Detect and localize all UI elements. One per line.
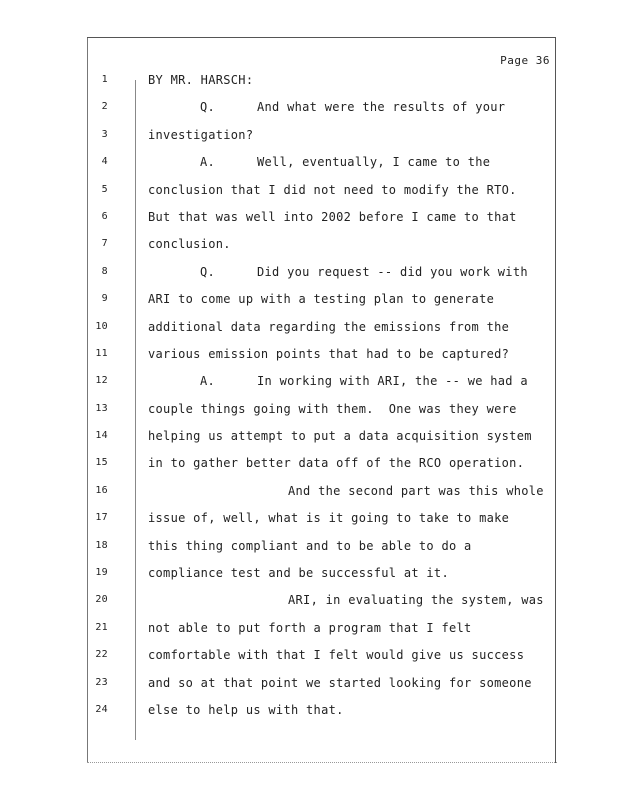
transcript-line bbox=[0, 320, 618, 347]
line-text: Well, eventually, I came to the bbox=[257, 155, 491, 170]
line-number: 9 bbox=[101, 293, 108, 305]
transcript-line bbox=[0, 155, 618, 182]
transcript-line bbox=[0, 703, 618, 730]
speaker-marker: A. bbox=[200, 374, 216, 389]
line-number: 13 bbox=[95, 402, 108, 414]
transcript-line bbox=[0, 429, 618, 456]
line-text: investigation? bbox=[148, 127, 254, 142]
line-text: ARI, in evaluating the system, was bbox=[288, 593, 544, 608]
line-text: issue of, well, what is it going to take to make bbox=[148, 511, 510, 526]
transcript-line bbox=[0, 456, 618, 483]
line-number: 21 bbox=[95, 621, 108, 633]
line-number: 12 bbox=[95, 375, 108, 387]
line-text: various emission points that had to be captured? bbox=[148, 346, 510, 361]
transcript-line bbox=[0, 374, 618, 401]
line-text: in to gather better data off of the RCO operation. bbox=[148, 456, 525, 471]
line-text: In working with ARI, the -- we had a bbox=[257, 374, 528, 389]
line-text: conclusion. bbox=[148, 237, 231, 252]
transcript-line bbox=[0, 621, 618, 648]
speaker-marker: Q. bbox=[200, 100, 216, 115]
transcript-line bbox=[0, 73, 618, 100]
transcript-line bbox=[0, 265, 618, 292]
line-number: 22 bbox=[95, 649, 108, 661]
line-text: this thing compliant and to be able to do a bbox=[148, 538, 472, 553]
line-number: 20 bbox=[95, 594, 108, 606]
line-number: 16 bbox=[95, 484, 108, 496]
line-text: else to help us with that. bbox=[148, 702, 344, 717]
line-text: comfortable with that I felt would give us success bbox=[148, 648, 525, 663]
line-number: 15 bbox=[95, 457, 108, 469]
line-text: compliance test and be successful at it. bbox=[148, 566, 449, 581]
line-number: 10 bbox=[95, 320, 108, 332]
line-text: And the second part was this whole bbox=[288, 483, 544, 498]
transcript-line bbox=[0, 183, 618, 210]
transcript-line bbox=[0, 511, 618, 538]
line-text: But that was well into 2002 before I came to that bbox=[148, 209, 517, 224]
transcript-line bbox=[0, 347, 618, 374]
line-text: helping us attempt to put a data acquisition system bbox=[148, 429, 532, 444]
line-text: additional data regarding the emissions from the bbox=[148, 319, 510, 334]
line-number: 7 bbox=[101, 238, 108, 250]
line-number: 11 bbox=[95, 347, 108, 359]
line-number: 8 bbox=[101, 265, 108, 277]
transcript-line bbox=[0, 292, 618, 319]
line-number: 6 bbox=[101, 210, 108, 222]
line-number: 17 bbox=[95, 512, 108, 524]
transcript-line bbox=[0, 539, 618, 566]
line-number: 2 bbox=[101, 101, 108, 113]
transcript-line bbox=[0, 402, 618, 429]
speaker-marker: A. bbox=[200, 155, 216, 170]
line-text: not able to put forth a program that I felt bbox=[148, 620, 472, 635]
line-number: 18 bbox=[95, 539, 108, 551]
line-text: BY MR. HARSCH: bbox=[148, 73, 254, 87]
line-number: 23 bbox=[95, 676, 108, 688]
line-number: 19 bbox=[95, 567, 108, 579]
transcript-line bbox=[0, 593, 618, 620]
line-number: 3 bbox=[101, 128, 108, 140]
line-number: 14 bbox=[95, 430, 108, 442]
speaker-marker: Q. bbox=[200, 264, 216, 279]
transcript-line bbox=[0, 566, 618, 593]
line-text: ARI to come up with a testing plan to generate bbox=[148, 292, 495, 307]
transcript-line bbox=[0, 676, 618, 703]
page-number: Page 36 bbox=[500, 54, 550, 67]
line-number: 4 bbox=[101, 156, 108, 168]
line-text: couple things going with them. One was they were bbox=[148, 401, 517, 416]
line-number: 5 bbox=[101, 183, 108, 195]
line-number: 1 bbox=[101, 74, 108, 85]
line-text: And what were the results of your bbox=[257, 100, 506, 115]
transcript-body bbox=[0, 73, 618, 730]
line-number: 24 bbox=[95, 703, 108, 715]
transcript-line bbox=[0, 237, 618, 264]
line-text: Did you request -- did you work with bbox=[257, 264, 528, 279]
transcript-line bbox=[0, 648, 618, 675]
footer-strip bbox=[87, 762, 557, 763]
line-text: and so at that point we started looking for someone bbox=[148, 675, 532, 690]
transcript-line bbox=[0, 100, 618, 127]
transcript-line bbox=[0, 128, 618, 155]
transcript-line bbox=[0, 210, 618, 237]
line-text: conclusion that I did not need to modify the RTO. bbox=[148, 182, 517, 197]
transcript-line bbox=[0, 484, 618, 511]
